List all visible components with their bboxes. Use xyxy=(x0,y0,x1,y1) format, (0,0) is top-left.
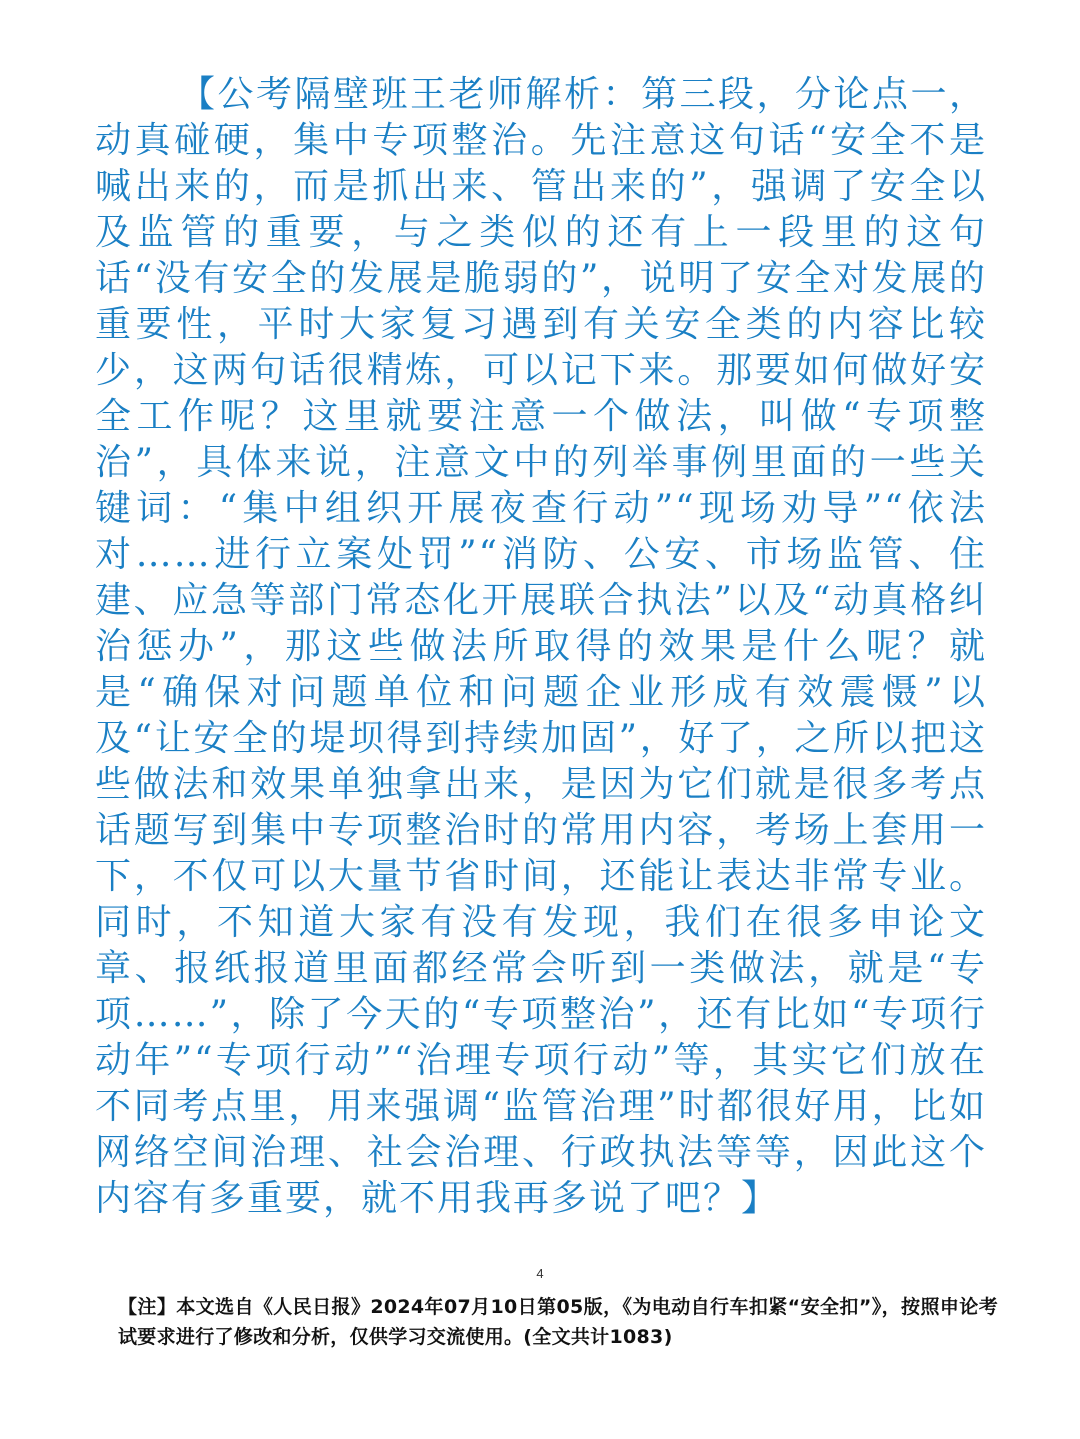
teacher-analysis-paragraph: 【公考隔壁班王老师解析：第三段，分论点一，动真碰硬，集中专项整治。先注意这句话“安全不是喊出来的，而是抓出来、管出来的”，强调了安全以及监管的重要，与之类似的还有上一段里的这句话“没有安全的发展是脆弱的”，说明了安全对发展的重要性，平时大家复习遇到有关安全类的内容比较少，这两句话很精炼，可以记下来。那要如何做好安全工作呢？这里就要注意一个做法，叫做“专项整治”，具体来说，注意文中的列举事例里面的一些关键词：“集中组织开展夜查行动”“现场劝导”“依法对……进行立案处罚”“消防、公安、市场监管、住建、应急等部门常态化开展联合执法”以及“动真格纠治惩办”，那这些做法所取得的效果是什么呢？就是“确保对问题单位和问题企业形成有效震慑”以及“让安全的堤坝得到持续加固”，好了，之所以把这些做法和效果单独拿出来，是因为它们就是很多考点话题写到集中专项整治时的常用内容，考场上套用一下，不仅可以大量节省时间，还能让表达非常专业。同时，不知道大家有没有发现，我们在很多申论文章、报纸报道里面都经常会听到一类做法，就是“专项……”，除了今天的“专项整治”，还有比如“专项行动年”“专项行动”“治理专项行动”等，其实它们放在不同考点里，用来强调“监管治理”时都很好用，比如网络空间治理、社会治理、行政执法等等，因此这个内容有多重要，就不用我再多说了吧？】 xyxy=(95,74,987,1219)
source-note: 【注】本文选自《人民日报》2024年07月10日第05版，《为电动自行车扣紧“安全扣”》，按照申论考试要求进行了修改和分析，仅供学习交流使用。(全文共计1083) xyxy=(118,1296,998,1348)
page-number: 4 xyxy=(536,1266,544,1281)
